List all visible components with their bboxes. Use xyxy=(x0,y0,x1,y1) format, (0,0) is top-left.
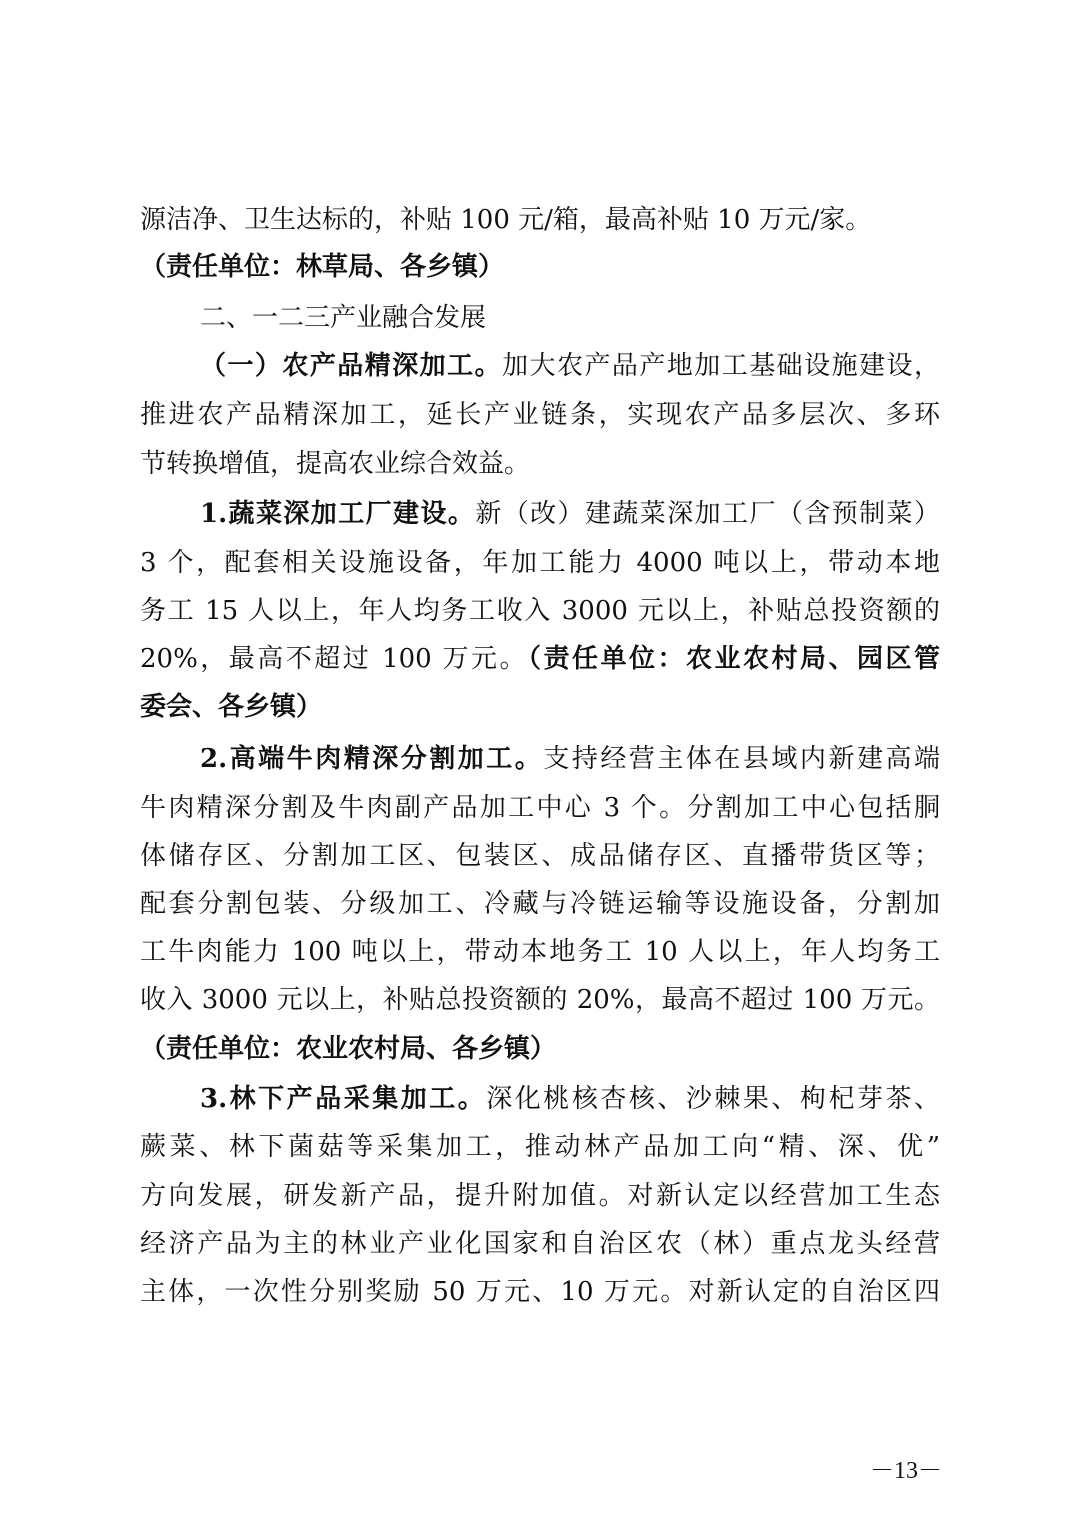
line-text: 节转换增值，提高农业综合效益。 xyxy=(140,449,531,479)
item-line xyxy=(200,1073,940,1125)
body-line xyxy=(140,585,940,637)
section-title: 二、一二三产业融合发展 xyxy=(200,303,487,333)
line-text: 体储存区、分割加工区、包装区、成品储存区、直播带货区等； xyxy=(140,841,940,871)
item-line xyxy=(200,488,940,540)
subsection-line xyxy=(200,340,940,392)
line-text: 蕨菜、林下菌菇等采集加工，推动林产品加工向“精、深、优” xyxy=(140,1132,940,1162)
body-line xyxy=(140,974,940,1026)
line-text: 深化桃核杏核、沙棘果、枸杞芽茶、 xyxy=(486,1084,940,1114)
line-text: 新（改）建蔬菜深加工厂（含预制菜） xyxy=(475,499,940,529)
responsibility-note xyxy=(140,241,940,293)
body-line xyxy=(140,1218,940,1270)
item-title: 2.高端牛肉精深分割加工。 xyxy=(200,744,544,774)
responsibility-note: （责任单位：农业农村局、园区管 xyxy=(527,644,940,674)
line-text: 加大农产品产地加工基础设施建设， xyxy=(502,351,940,381)
line-text: （责任单位：农业农村局、各乡镇） xyxy=(140,1034,557,1064)
line-text: 主体，一次性分别奖励 50 万元、10 万元。对新认定的自治区四 xyxy=(140,1277,940,1307)
body-line xyxy=(140,537,940,589)
body-line xyxy=(140,1170,940,1222)
line-text: （责任单位：林草局、各乡镇） xyxy=(140,252,505,282)
body-line xyxy=(140,878,940,930)
line-text: 工牛肉能力 100 吨以上，带动本地务工 10 人以上，年人均务工 xyxy=(140,937,940,967)
line-text: 经济产品为主的林业产业化国家和自治区农（林）重点龙头经营 xyxy=(140,1229,940,1259)
line-text: 20%，最高不超过 100 万元。 xyxy=(140,644,528,674)
body-line xyxy=(140,782,940,834)
responsibility-note xyxy=(140,1023,940,1075)
line-text: 牛肉精深分割及牛肉副产品加工中心 3 个。分割加工中心包括胴 xyxy=(140,793,940,823)
line-text: 务工 15 人以上，年人均务工收入 3000 元以上，补贴总投资额的 xyxy=(140,596,940,626)
body-line xyxy=(140,194,940,246)
item-title: 1.蔬菜深加工厂建设。 xyxy=(200,499,476,529)
line-text: 支持经营主体在县域内新建高端 xyxy=(543,744,940,774)
body-line xyxy=(140,633,940,685)
subsection-title: （一）农产品精深加工。 xyxy=(200,351,503,381)
line-text: 推进农产品精深加工，延长产业链条，实现农产品多层次、多环 xyxy=(140,400,940,430)
item-line xyxy=(200,733,940,785)
line-text: 源洁净、卫生达标的，补贴 100 元/箱，最高补贴 10 万元/家。 xyxy=(140,205,872,235)
line-text: 3 个，配套相关设施设备，年加工能力 4000 吨以上，带动本地 xyxy=(140,548,940,578)
line-text: 委会、各乡镇） xyxy=(140,692,323,722)
line-text: 配套分割包装、分级加工、冷藏与冷链运输等设施设备，分割加 xyxy=(140,889,940,919)
section-heading xyxy=(200,292,940,344)
item-title: 3.林下产品采集加工。 xyxy=(200,1084,487,1114)
responsibility-note xyxy=(140,681,940,733)
page-number: －13－ xyxy=(870,1458,942,1484)
body-line xyxy=(140,438,940,490)
line-text: 方向发展，研发新产品，提升附加值。对新认定以经营加工生态 xyxy=(140,1181,940,1211)
body-line xyxy=(140,1266,940,1318)
body-line xyxy=(140,1121,940,1173)
body-line xyxy=(140,926,940,978)
body-line xyxy=(140,389,940,441)
body-line xyxy=(140,830,940,882)
line-text: 收入 3000 元以上，补贴总投资额的 20%，最高不超过 100 万元。 xyxy=(140,985,940,1015)
